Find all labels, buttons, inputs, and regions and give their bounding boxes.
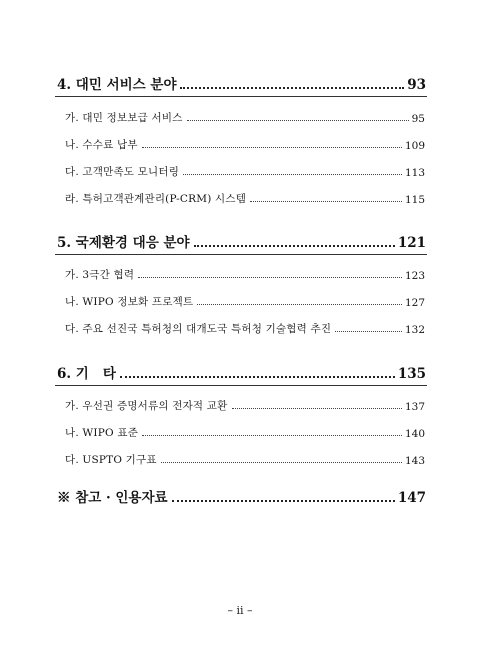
item-page: 140 [404,428,425,440]
dot-leader [120,376,395,378]
item-page: 143 [404,455,425,467]
item-label: 다. 주요 선진국 특허청의 대개도국 특허청 기술협력 추진 [65,323,332,335]
dot-leader [194,245,395,247]
section-page: 93 [407,77,426,93]
item-label: 가. 우선권 증명서류의 전자적 교환 [65,400,228,412]
toc-item [0,449,480,467]
item-page: 132 [404,324,425,336]
reference-title: ※ 참고 · 인용자료 [57,490,168,506]
section-divider [55,254,427,255]
toc-item [0,107,480,125]
toc-item [0,291,480,309]
dot-leader [197,304,402,305]
section-divider [55,385,427,386]
section-title: 5. 국제환경 대응 분야 [57,235,190,251]
section-page: 135 [397,366,426,382]
section-page: 121 [397,235,426,251]
item-label: 다. 고객만족도 모니터링 [65,166,180,178]
item-label: 라. 특허고객관계관리(P-CRM) 시스템 [65,193,247,205]
toc-reference [0,488,480,506]
toc-item [0,188,480,206]
page-number: – ii – [227,604,253,617]
dot-leader [172,500,395,502]
item-page: 113 [404,167,425,179]
dot-leader [138,277,402,278]
toc-item [0,318,480,336]
dot-leader [250,201,402,202]
toc-item [0,264,480,282]
item-label: 다. USPTO 기구표 [65,454,157,466]
dot-leader [187,120,409,121]
toc-section-6 [0,364,480,382]
item-label: 나. WIPO 정보화 프로젝트 [65,296,194,308]
toc-item [0,161,480,179]
item-label: 나. 수수료 납부 [65,139,138,151]
toc-item [0,395,480,413]
dot-leader [142,147,402,148]
item-page: 95 [411,113,425,125]
toc-item [0,422,480,440]
item-page: 109 [404,140,425,152]
dot-leader [161,462,402,463]
section-title: 4. 대민 서비스 분야 [57,77,177,93]
dot-leader [232,408,402,409]
item-page: 127 [404,297,425,309]
toc-section-4 [0,75,480,93]
dot-leader [335,331,402,332]
item-label: 가. 3극간 협력 [65,269,135,281]
toc-item [0,134,480,152]
item-page: 137 [404,401,425,413]
toc-section-5 [0,233,480,251]
item-page: 123 [404,270,425,282]
item-page: 115 [404,194,425,206]
dot-leader [180,87,404,89]
item-label: 나. WIPO 표준 [65,427,139,439]
reference-page: 147 [397,490,426,506]
dot-leader [183,174,402,175]
section-divider [55,96,427,97]
dot-leader [142,435,402,436]
item-label: 가. 대민 정보보급 서비스 [65,112,183,124]
section-title: 6. 기 타 [57,366,116,382]
